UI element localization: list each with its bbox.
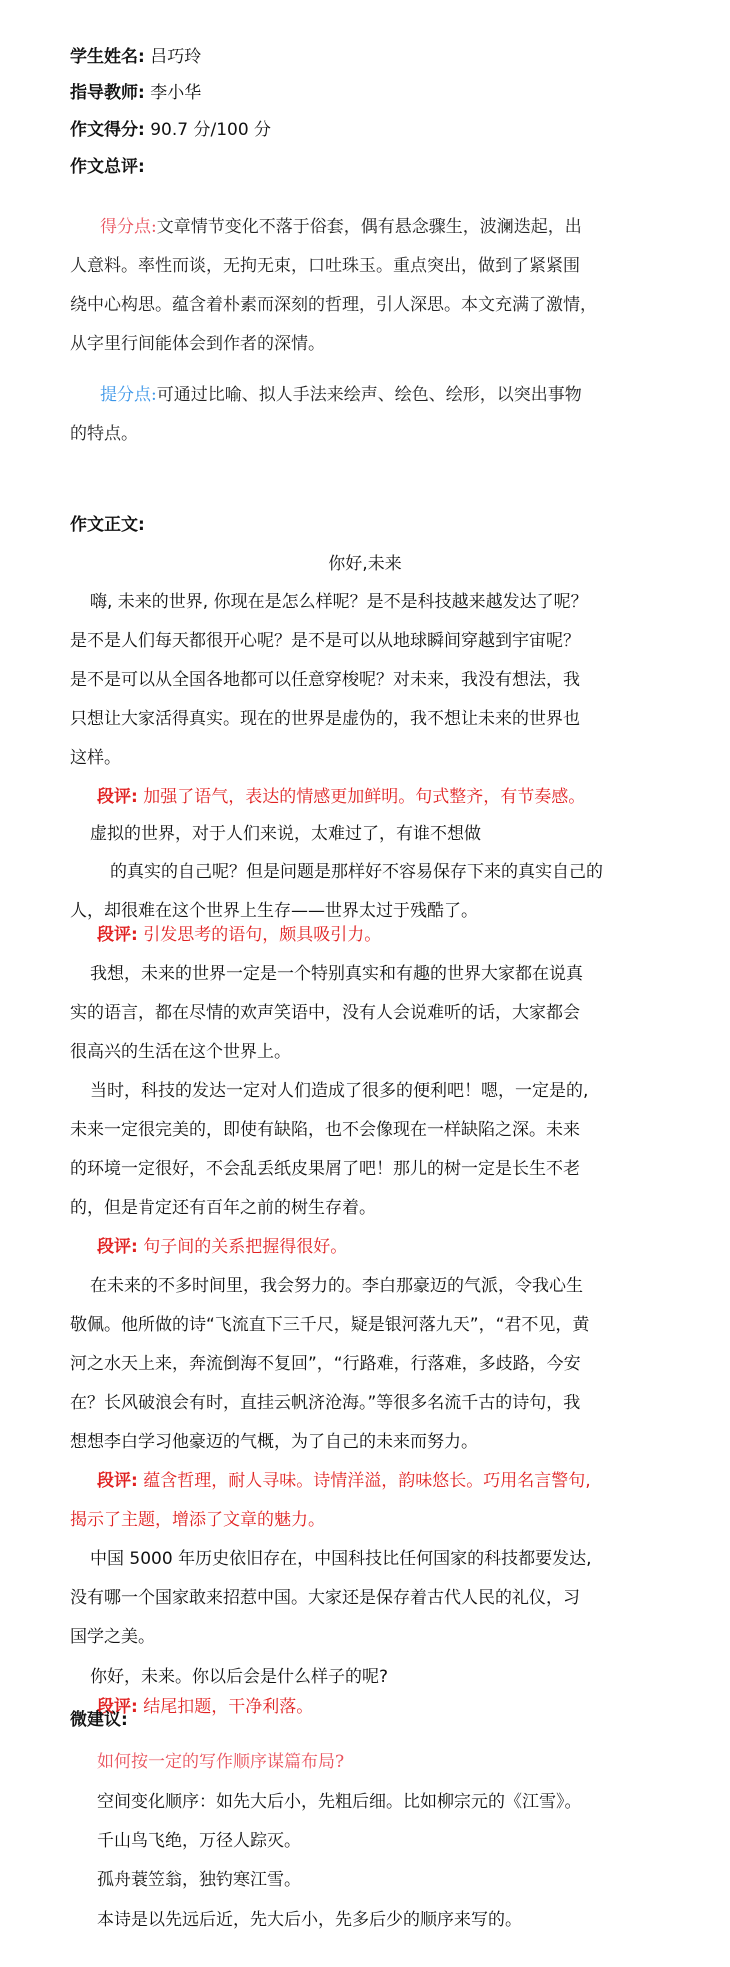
essay-line: 我想，未来的世界一定是一个特别真实和有趣的世界大家都在说真 <box>90 964 583 984</box>
strengths-label: 得分点: <box>100 217 157 237</box>
suggestion-question: 如何按一定的写作顺序谋篇布局? <box>97 1752 345 1772</box>
comment-label: 段评: <box>97 1471 138 1491</box>
essay-line: 当时，科技的发达一定对人们造成了很多的便利吧！嗯，一定是的, <box>90 1081 589 1101</box>
suggestion-line: 孤舟蓑笠翁，独钓寒江雪。 <box>97 1870 301 1890</box>
improve-block <box>70 376 660 454</box>
strengths-line: 人意料。率性而谈，无拘无束，口吐珠玉。重点突出，做到了紧紧围 <box>70 256 580 276</box>
essay-line: 很高兴的生活在这个世界上。 <box>70 1042 291 1062</box>
essay-line: 你好，未来。你以后会是什么样子的呢? <box>90 1667 389 1687</box>
strengths-line: 从字里行间能体会到作者的深情。 <box>70 334 325 354</box>
score-row <box>70 118 271 142</box>
improve-line: 的特点。 <box>70 424 138 444</box>
suggestion-line: 千山鸟飞绝，万径人踪灭。 <box>97 1831 301 1851</box>
essay-paragraph <box>70 583 665 778</box>
student-name-value: 吕巧玲 <box>150 47 202 67</box>
strengths-block <box>70 208 660 364</box>
essay-paragraph <box>70 1267 665 1462</box>
essay-line: 在？长风破浪会有时，直挂云帆济沧海。”等很多名流千古的诗句，我 <box>70 1393 581 1413</box>
strengths-line: 绕中心构思。蕴含着朴素而深刻的哲理，引人深思。本文充满了激情， <box>70 295 597 315</box>
student-name-row <box>70 45 201 69</box>
improve-label: 提分点: <box>100 385 157 405</box>
essay-line: 没有哪一个国家敢来招惹中国。大家还是保存着古代人民的礼仪，习 <box>70 1588 580 1608</box>
comment-text: 蕴含哲理，耐人寻味。诗情洋溢，韵味悠长。巧用名言警句, <box>143 1471 591 1491</box>
suggestion-line: 本诗是以先远后近，先大后小，先多后少的顺序来写的。 <box>97 1910 522 1930</box>
essay-line: 在未来的不多时间里，我会努力的。李白那豪迈的气派，令我心生 <box>90 1276 583 1296</box>
essay-paragraph <box>70 1540 665 1657</box>
paragraph-comment <box>97 916 707 955</box>
essay-line: 的真实的自己呢？但是问题是那样好不容易保存下来的真实自己的 <box>110 862 603 882</box>
essay-line: 这样。 <box>70 748 121 768</box>
essay-line: 的环境一定很好，不会乱丢纸皮果屑了吧！那儿的树一定是长生不老 <box>70 1159 580 1179</box>
suggestion-heading: 微建议: <box>70 1710 128 1730</box>
essay-line: 只想让大家活得真实。现在的世界是虚伪的，我不想让未来的世界也 <box>70 709 580 729</box>
essay-line: 实的语言，都在尽情的欢声笑语中，没有人会说难听的话，大家都会 <box>70 1003 580 1023</box>
paragraph-comment <box>97 1688 707 1727</box>
essay-line: 虚拟的世界，对于人们来说，太难过了，有谁不想做 <box>90 824 481 844</box>
teacher-row <box>70 81 201 105</box>
essay-line: 河之水天上来，奔流倒海不复回”，“行路难，行落难，多歧路，今安 <box>70 1354 581 1374</box>
essay-line: 人，却很难在这个世界上生存——世界太过于残酷了。 <box>70 901 478 921</box>
paragraph-comment <box>97 778 707 817</box>
essay-paragraph <box>90 815 685 854</box>
essay-line: 敬佩。他所做的诗“飞流直下三千尺，疑是银河落九天”，“君不见，黄 <box>70 1315 590 1335</box>
comment-label: 段评: <box>97 1697 138 1717</box>
comment-text: 加强了语气，表达的情感更加鲜明。句式整齐，有节奏感。 <box>143 787 586 807</box>
essay-title: 你好,未来 <box>328 554 402 574</box>
comment-text: 揭示了主题，增添了文章的魅力。 <box>70 1510 325 1530</box>
essay-line: 中国 5000 年历史依旧存在，中国科技比任何国家的科技都要发达, <box>90 1549 592 1569</box>
score-label: 作文得分: <box>70 120 145 140</box>
teacher-value: 李小华 <box>150 83 202 103</box>
teacher-label: 指导教师: <box>70 83 145 103</box>
comment-label: 段评: <box>97 925 138 945</box>
score-value: 90.7 分/100 分 <box>150 120 272 140</box>
comment-text: 结尾扣题，干净利落。 <box>143 1697 314 1717</box>
essay-line: 嗨, 未来的世界, 你现在是怎么样呢？是不是科技越来越发达了呢？ <box>90 592 588 612</box>
comment-label: 段评: <box>97 1237 138 1257</box>
student-name-label: 学生姓名: <box>70 47 145 67</box>
essay-line: 是不是可以从全国各地都可以任意穿梭呢？对未来，我没有想法，我 <box>70 670 580 690</box>
essay-line: 想想李白学习他豪迈的气概，为了自己的未来而努力。 <box>70 1432 478 1452</box>
essay-line: 未来一定很完美的，即使有缺陷，也不会像现在一样缺陷之深。未来 <box>70 1120 580 1140</box>
improve-line: 可通过比喻、拟人手法来绘声、绘色、绘形，以突出事物 <box>156 385 582 405</box>
paragraph-comment <box>70 1462 680 1540</box>
paragraph-comment <box>97 1228 707 1267</box>
essay-line: 是不是人们每天都很开心呢？是不是可以从地球瞬间穿越到宇宙呢？ <box>70 631 580 651</box>
strengths-line: 文章情节变化不落于俗套，偶有悬念骤生，波澜迭起，出 <box>156 217 582 237</box>
suggestion-line: 空间变化顺序：如先大后小，先粗后细。比如柳宗元的《江雪》。 <box>97 1792 582 1812</box>
summary-heading: 作文总评: <box>70 157 145 177</box>
essay-paragraph <box>70 955 665 1072</box>
essay-line: 的，但是肯定还有百年之前的树生存着。 <box>70 1198 376 1218</box>
essay-heading: 作文正文: <box>70 515 145 535</box>
comment-text: 句子间的关系把握得很好。 <box>143 1237 348 1257</box>
essay-paragraph <box>70 1072 665 1228</box>
comment-label: 段评: <box>97 787 138 807</box>
comment-text: 引发思考的语句，颇具吸引力。 <box>143 925 382 945</box>
essay-line: 国学之美。 <box>70 1627 155 1647</box>
